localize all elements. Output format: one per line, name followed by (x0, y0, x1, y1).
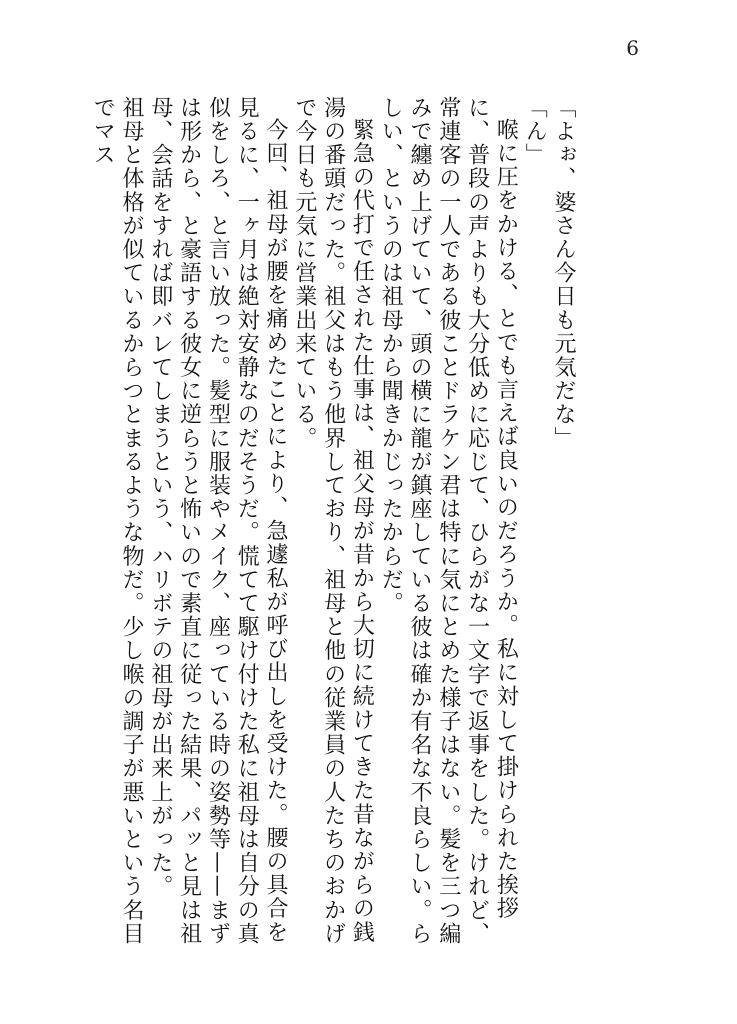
body-paragraph: 今回、祖母が腰を痛めたことにより、急遽私が呼び出しを受けた。腰の具合を見るに、一ヶ月は絶対安静なのだそうだ。慌てて駆け付けた私に祖母は自分の真似をしろ、と言い放った。髪型に服装やメイク、座っている時の姿勢等——まずは形から、と豪語する彼女に逆らうと怖いので素直に従った結果、パッと見は祖母、会話をすれば即バレてしまうという、ハリボテの祖母が出来上がった。 (147, 96, 289, 946)
body-paragraph: 祖母と体格が似ているからつとまるような物だ。少し喉の調子が悪いという名目でマス (90, 96, 145, 946)
vertical-text-body (87, 96, 577, 956)
dialogue-line: 「ん」 (522, 96, 548, 167)
body-paragraph: 緊急の代打で任された仕事は、祖父母が昔から大切に続けてきた昔ながらの銭湯の番頭だった。祖父はもう他界しており、祖母と他の従業員の人たちのおかげで今日も元気に営業出来ている。 (291, 96, 375, 946)
page-number: 6 (626, 36, 639, 60)
dialogue-line: 「よぉ、婆さん今日も元気だな」 (551, 96, 576, 450)
body-paragraph: 喉に圧をかける、とでも言えば良いのだろうか。私に対して掛けられた挨拶に、普段の声よりも大分低めに応じて、ひらがな一文字で返事をした。けれど、常連客の一人である彼ことドラケン君は特に気にとめた様子はない。髪を三つ編みで纏め上げていて、頭の横に龍が鎮座している彼は確か有名な不良らしい。らしい、というのは祖母から聞きかじったからだ。 (378, 96, 519, 946)
